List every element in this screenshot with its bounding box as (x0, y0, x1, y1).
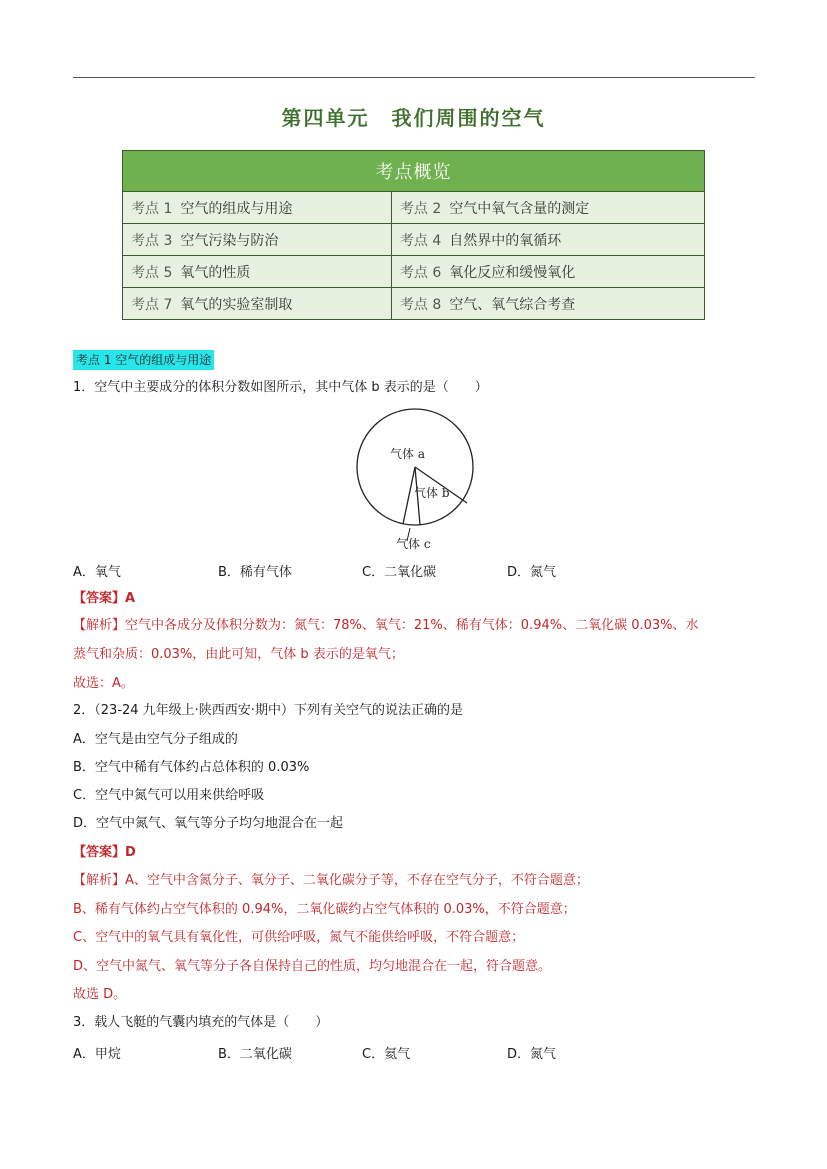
q2-analysis-line: C、空气中的氧气具有氧化性，可供给呼吸，氮气不能供给呼吸，不符合题意； (73, 930, 525, 945)
overview-cell: 考点 2 空气中氧气含量的测定 (391, 192, 704, 224)
overview-heading: 考点概览 (123, 151, 705, 192)
q1-answer: 【答案】A (73, 591, 136, 606)
q2-conclusion: 故选 D。 (73, 987, 127, 1002)
overview-cell: 考点 4 自然界中的氧循环 (391, 224, 704, 256)
overview-cell: 考点 6 氧化反应和缓慢氧化 (391, 256, 704, 288)
q1-option-d: D．氮气 (507, 565, 557, 580)
q2-option-c: C．空气中氮气可以用来供给呼吸 (73, 788, 265, 803)
q2-answer: 【答案】D (73, 845, 136, 860)
overview-table (122, 150, 705, 320)
q2-option-d: D．空气中氮气、氧气等分子均匀地混合在一起 (73, 816, 344, 831)
q2-stem: 2．（23-24 九年级上·陕西西安·期中）下列有关空气的说法正确的是 (73, 703, 463, 718)
q3-option-a: A．甲烷 (73, 1047, 121, 1062)
section-tag: 考点 1 空气的组成与用途 (73, 350, 214, 370)
pie-figure (350, 405, 480, 555)
q3-option-d: D．氮气 (507, 1047, 557, 1062)
q1-analysis-line: 蒸气和杂质：0.03%，由此可知，气体 b 表示的是氧气； (73, 647, 404, 662)
label-gas-b: 气体 b (414, 486, 450, 500)
label-gas-a: 气体 a (390, 447, 425, 461)
q1-conclusion: 故选：A。 (73, 676, 134, 691)
q1-stem: 1．空气中主要成分的体积分数如图所示，其中气体 b 表示的是（ ） (73, 380, 488, 395)
q2-analysis-line: 【解析】A、空气中含氮分子、氧分子、二氧化碳分子等，不存在空气分子，不符合题意； (73, 873, 589, 888)
overview-cell: 考点 1 空气的组成与用途 (123, 192, 392, 224)
q2-option-a: A．空气是由空气分子组成的 (73, 732, 238, 747)
q3-stem: 3．载人飞艇的气囊内填充的气体是（ ） (73, 1015, 329, 1030)
overview-cell: 考点 7 氧气的实验室制取 (123, 288, 392, 320)
q1-option-c: C．二氧化碳 (362, 565, 437, 580)
overview-cell: 考点 5 氧气的性质 (123, 256, 392, 288)
q3-option-b: B．二氧化碳 (218, 1047, 292, 1062)
header-rule (73, 77, 755, 78)
q3-option-c: C．氦气 (362, 1047, 411, 1062)
q2-option-b: B．空气中稀有气体约占总体积的 0.03% (73, 760, 310, 775)
unit-title: 第四单元 我们周围的空气 (281, 106, 546, 130)
q2-analysis-line: B、稀有气体约占空气体积的 0.94%，二氧化碳约占空气体积的 0.03%，不符合题意； (73, 902, 576, 917)
overview-cell: 考点 8 空气、氧气综合考查 (391, 288, 704, 320)
q1-option-b: B．稀有气体 (218, 565, 292, 580)
q1-option-a: A．氧气 (73, 565, 121, 580)
q1-analysis-line: 【解析】空气中各成分及体积分数为：氮气：78%、氧气：21%、稀有气体：0.94%、二氧化碳 0.03%、水 (73, 618, 699, 633)
overview-cell: 考点 3 空气污染与防治 (123, 224, 392, 256)
q2-analysis-line: D、空气中氮气、氧气等分子各自保持自己的性质，均匀地混合在一起，符合题意。 (73, 959, 552, 974)
label-gas-c: 气体 c (396, 537, 431, 551)
